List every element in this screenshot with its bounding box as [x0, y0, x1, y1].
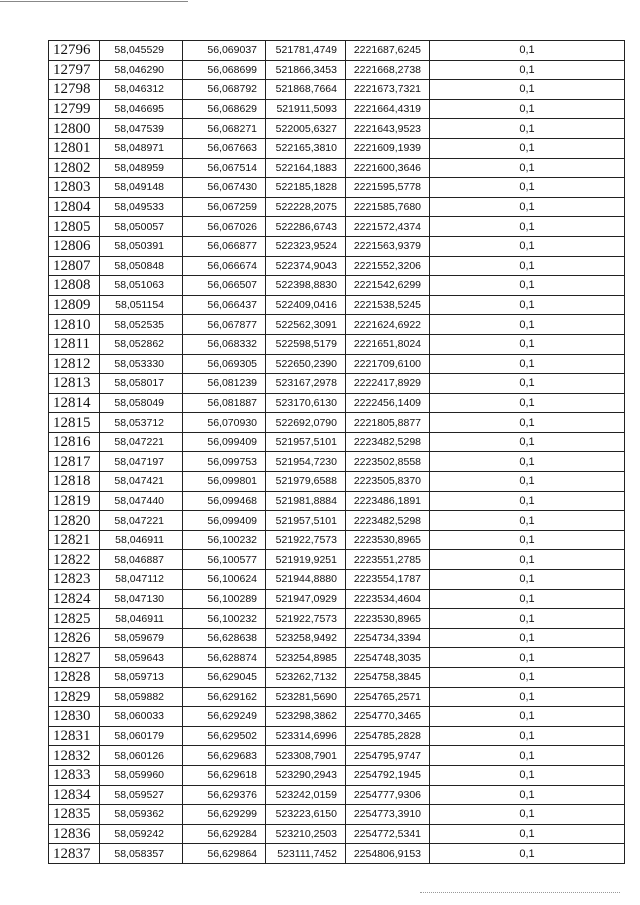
table-cell: 2223482,5298	[346, 432, 430, 452]
table-row	[49, 374, 625, 394]
table-cell: 0,1	[430, 41, 625, 61]
table-cell: 523167,2978	[266, 374, 346, 394]
table-cell: 56,068332	[183, 334, 266, 354]
table-cell: 521866,3453	[266, 60, 346, 80]
table-cell: 56,067430	[183, 178, 266, 198]
table-cell: 12808	[49, 276, 100, 296]
table-cell: 0,1	[430, 197, 625, 217]
table-cell: 58,047112	[100, 570, 183, 590]
table-cell: 12828	[49, 668, 100, 688]
table-cell: 12811	[49, 334, 100, 354]
table-cell: 56,629618	[183, 765, 266, 785]
table-cell: 56,069305	[183, 354, 266, 374]
table-cell: 2221687,6245	[346, 41, 430, 61]
table-cell: 523308,7901	[266, 746, 346, 766]
table-cell: 58,050848	[100, 256, 183, 276]
table-row	[49, 609, 625, 629]
table-cell: 0,1	[430, 315, 625, 335]
table-cell: 2221538,5245	[346, 295, 430, 315]
table-cell: 12797	[49, 60, 100, 80]
table-cell: 12804	[49, 197, 100, 217]
table-cell: 0,1	[430, 609, 625, 629]
table-row	[49, 60, 625, 80]
table-cell: 0,1	[430, 452, 625, 472]
table-cell: 523223,6150	[266, 805, 346, 825]
table-cell: 0,1	[430, 648, 625, 668]
table-row	[49, 80, 625, 100]
table-row	[49, 354, 625, 374]
table-row	[49, 334, 625, 354]
table-cell: 2221552,3206	[346, 256, 430, 276]
table-cell: 12802	[49, 158, 100, 178]
table-cell: 12805	[49, 217, 100, 237]
table-body	[49, 41, 625, 864]
top-rule	[0, 1, 188, 2]
table-cell: 2221563,9379	[346, 236, 430, 256]
table-cell: 0,1	[430, 236, 625, 256]
table-cell: 523170,6130	[266, 393, 346, 413]
table-cell: 0,1	[430, 687, 625, 707]
table-row	[49, 41, 625, 61]
table-cell: 2254734,3394	[346, 628, 430, 648]
table-cell: 58,059679	[100, 628, 183, 648]
table-row	[49, 138, 625, 158]
table-cell: 58,047440	[100, 491, 183, 511]
table-cell: 58,047421	[100, 472, 183, 492]
table-cell: 58,050391	[100, 236, 183, 256]
table-row	[49, 707, 625, 727]
table-cell: 2221651,8024	[346, 334, 430, 354]
table-cell: 0,1	[430, 530, 625, 550]
table-cell: 12798	[49, 80, 100, 100]
bottom-dotted-rule	[420, 892, 620, 893]
table-cell: 0,1	[430, 295, 625, 315]
table-cell: 12799	[49, 99, 100, 119]
table-cell: 58,046312	[100, 80, 183, 100]
table-cell: 56,066437	[183, 295, 266, 315]
table-cell: 12830	[49, 707, 100, 727]
table-cell: 58,050057	[100, 217, 183, 237]
table-cell: 56,629683	[183, 746, 266, 766]
table-cell: 56,081239	[183, 374, 266, 394]
table-cell: 0,1	[430, 276, 625, 296]
table-cell: 56,067663	[183, 138, 266, 158]
table-cell: 58,047221	[100, 511, 183, 531]
table-cell: 2254785,2828	[346, 726, 430, 746]
table-cell: 0,1	[430, 844, 625, 864]
table-row	[49, 824, 625, 844]
table-cell: 2221668,2738	[346, 60, 430, 80]
table-row	[49, 413, 625, 433]
table-cell: 2254795,9747	[346, 746, 430, 766]
table-cell: 58,045529	[100, 41, 183, 61]
table-cell: 58,059882	[100, 687, 183, 707]
table-cell: 523258,9492	[266, 628, 346, 648]
table-row	[49, 432, 625, 452]
table-cell: 58,060126	[100, 746, 183, 766]
table-cell: 0,1	[430, 178, 625, 198]
table-cell: 56,068699	[183, 60, 266, 80]
table-cell: 2223482,5298	[346, 511, 430, 531]
table-row	[49, 570, 625, 590]
table-cell: 523210,2503	[266, 824, 346, 844]
table-cell: 2221643,9523	[346, 119, 430, 139]
table-cell: 0,1	[430, 432, 625, 452]
table-cell: 58,058357	[100, 844, 183, 864]
table-cell: 12809	[49, 295, 100, 315]
table-cell: 522164,1883	[266, 158, 346, 178]
table-cell: 56,628874	[183, 648, 266, 668]
table-cell: 2221572,4374	[346, 217, 430, 237]
table-cell: 12835	[49, 805, 100, 825]
table-cell: 2254806,9153	[346, 844, 430, 864]
table-cell: 523298,3862	[266, 707, 346, 727]
table-row	[49, 452, 625, 472]
table-cell: 522598,5179	[266, 334, 346, 354]
table-cell: 523290,2943	[266, 765, 346, 785]
table-cell: 2222456,1409	[346, 393, 430, 413]
table-cell: 12827	[49, 648, 100, 668]
table-cell: 56,629299	[183, 805, 266, 825]
table-cell: 12823	[49, 570, 100, 590]
table-row	[49, 648, 625, 668]
table-row	[49, 393, 625, 413]
table-cell: 58,048959	[100, 158, 183, 178]
table-row	[49, 158, 625, 178]
table-cell: 12816	[49, 432, 100, 452]
table-cell: 58,046911	[100, 609, 183, 629]
table-cell: 521944,8880	[266, 570, 346, 590]
table-row	[49, 236, 625, 256]
table-cell: 56,100577	[183, 550, 266, 570]
table-cell: 0,1	[430, 472, 625, 492]
table-cell: 521957,5101	[266, 432, 346, 452]
table-cell: 58,046911	[100, 530, 183, 550]
table-cell: 0,1	[430, 334, 625, 354]
table-cell: 12825	[49, 609, 100, 629]
table-cell: 58,047539	[100, 119, 183, 139]
table-cell: 521922,7573	[266, 530, 346, 550]
table-cell: 58,046290	[100, 60, 183, 80]
table-cell: 12821	[49, 530, 100, 550]
table-row	[49, 217, 625, 237]
table-cell: 2221709,6100	[346, 354, 430, 374]
table-cell: 12800	[49, 119, 100, 139]
table-cell: 523242,0159	[266, 785, 346, 805]
table-cell: 522398,8830	[266, 276, 346, 296]
table-cell: 58,047221	[100, 432, 183, 452]
table-cell: 2254758,3845	[346, 668, 430, 688]
table-cell: 2221609,1939	[346, 138, 430, 158]
table-cell: 12836	[49, 824, 100, 844]
table-cell: 58,048971	[100, 138, 183, 158]
table-cell: 523254,8985	[266, 648, 346, 668]
table-cell: 2254748,3035	[346, 648, 430, 668]
coordinates-table	[48, 40, 625, 864]
table-cell: 12837	[49, 844, 100, 864]
table-cell: 56,629864	[183, 844, 266, 864]
table-cell: 521954,7230	[266, 452, 346, 472]
table-cell: 12810	[49, 315, 100, 335]
table-row	[49, 746, 625, 766]
table-cell: 56,070930	[183, 413, 266, 433]
table-cell: 2223505,8370	[346, 472, 430, 492]
table-row	[49, 178, 625, 198]
table-cell: 56,100624	[183, 570, 266, 590]
table-cell: 12817	[49, 452, 100, 472]
table-cell: 523314,6996	[266, 726, 346, 746]
table-cell: 0,1	[430, 746, 625, 766]
table-cell: 0,1	[430, 80, 625, 100]
table-cell: 58,058049	[100, 393, 183, 413]
table-cell: 12812	[49, 354, 100, 374]
table-cell: 12834	[49, 785, 100, 805]
table-cell: 58,059643	[100, 648, 183, 668]
table-cell: 56,629502	[183, 726, 266, 746]
table-cell: 12818	[49, 472, 100, 492]
table-row	[49, 472, 625, 492]
table-cell: 12831	[49, 726, 100, 746]
table-cell: 521981,8884	[266, 491, 346, 511]
table-cell: 0,1	[430, 491, 625, 511]
table-row	[49, 276, 625, 296]
table-cell: 12822	[49, 550, 100, 570]
table-cell: 58,049533	[100, 197, 183, 217]
table-cell: 0,1	[430, 158, 625, 178]
table-cell: 58,053712	[100, 413, 183, 433]
table-cell: 56,099409	[183, 432, 266, 452]
table-cell: 0,1	[430, 138, 625, 158]
table-cell: 0,1	[430, 570, 625, 590]
table-cell: 2222417,8929	[346, 374, 430, 394]
table-cell: 521868,7664	[266, 80, 346, 100]
table-cell: 56,629376	[183, 785, 266, 805]
table-cell: 12815	[49, 413, 100, 433]
table-cell: 12826	[49, 628, 100, 648]
table-cell: 2221542,6299	[346, 276, 430, 296]
table-cell: 56,081887	[183, 393, 266, 413]
table-cell: 58,051154	[100, 295, 183, 315]
table-cell: 56,067259	[183, 197, 266, 217]
table-cell: 12796	[49, 41, 100, 61]
table-cell: 2254770,3465	[346, 707, 430, 727]
table-cell: 2221595,5778	[346, 178, 430, 198]
table-cell: 2254792,1945	[346, 765, 430, 785]
table-row	[49, 726, 625, 746]
table-cell: 58,058017	[100, 374, 183, 394]
table-cell: 2223486,1891	[346, 491, 430, 511]
table-row	[49, 197, 625, 217]
table-cell: 56,629045	[183, 668, 266, 688]
table-cell: 2221624,6922	[346, 315, 430, 335]
table-cell: 2254773,3910	[346, 805, 430, 825]
table-row	[49, 511, 625, 531]
table-cell: 56,099468	[183, 491, 266, 511]
table-cell: 522692,0790	[266, 413, 346, 433]
table-cell: 58,052862	[100, 334, 183, 354]
table-cell: 56,068271	[183, 119, 266, 139]
table-cell: 12829	[49, 687, 100, 707]
table-cell: 2221600,3646	[346, 158, 430, 178]
table-cell: 523111,7452	[266, 844, 346, 864]
table-cell: 2221585,7680	[346, 197, 430, 217]
table-cell: 0,1	[430, 805, 625, 825]
table-cell: 12807	[49, 256, 100, 276]
table-cell: 58,059527	[100, 785, 183, 805]
table-cell: 0,1	[430, 393, 625, 413]
table-cell: 522374,9043	[266, 256, 346, 276]
table-cell: 12820	[49, 511, 100, 531]
table-cell: 58,060179	[100, 726, 183, 746]
table-cell: 58,059713	[100, 668, 183, 688]
table-cell: 12813	[49, 374, 100, 394]
table-cell: 56,100232	[183, 609, 266, 629]
table-cell: 56,067877	[183, 315, 266, 335]
table-cell: 522562,3091	[266, 315, 346, 335]
table-cell: 2221673,7321	[346, 80, 430, 100]
table-cell: 522650,2390	[266, 354, 346, 374]
table-cell: 0,1	[430, 374, 625, 394]
table-cell: 58,049148	[100, 178, 183, 198]
table-cell: 2254772,5341	[346, 824, 430, 844]
table-row	[49, 628, 625, 648]
table-cell: 0,1	[430, 668, 625, 688]
table-row	[49, 119, 625, 139]
table-cell: 2223530,8965	[346, 609, 430, 629]
table-cell: 0,1	[430, 589, 625, 609]
table-cell: 0,1	[430, 511, 625, 531]
table-cell: 522185,1828	[266, 178, 346, 198]
table-cell: 2254765,2571	[346, 687, 430, 707]
table-cell: 12801	[49, 138, 100, 158]
table-cell: 0,1	[430, 707, 625, 727]
table-row	[49, 844, 625, 864]
table-cell: 522286,6743	[266, 217, 346, 237]
table-cell: 58,047197	[100, 452, 183, 472]
table-cell: 12819	[49, 491, 100, 511]
table-cell: 56,066674	[183, 256, 266, 276]
table-cell: 0,1	[430, 824, 625, 844]
table-cell: 58,051063	[100, 276, 183, 296]
table-cell: 0,1	[430, 726, 625, 746]
table-cell: 521919,9251	[266, 550, 346, 570]
table-row	[49, 668, 625, 688]
table-cell: 0,1	[430, 785, 625, 805]
table-cell: 521957,5101	[266, 511, 346, 531]
table-cell: 58,053330	[100, 354, 183, 374]
table-cell: 12806	[49, 236, 100, 256]
table-cell: 0,1	[430, 354, 625, 374]
table-cell: 58,060033	[100, 707, 183, 727]
table-cell: 58,059362	[100, 805, 183, 825]
table-cell: 12833	[49, 765, 100, 785]
table-cell: 521979,6588	[266, 472, 346, 492]
table-cell: 56,629284	[183, 824, 266, 844]
table-cell: 58,059960	[100, 765, 183, 785]
table-row	[49, 530, 625, 550]
table-cell: 58,046695	[100, 99, 183, 119]
table-cell: 12803	[49, 178, 100, 198]
table-cell: 522005,6327	[266, 119, 346, 139]
table-cell: 0,1	[430, 413, 625, 433]
table-row	[49, 805, 625, 825]
table-cell: 56,067026	[183, 217, 266, 237]
table-cell: 2221805,8877	[346, 413, 430, 433]
table-cell: 2221664,4319	[346, 99, 430, 119]
table-cell: 521781,4749	[266, 41, 346, 61]
table-row	[49, 765, 625, 785]
table-cell: 0,1	[430, 628, 625, 648]
table-cell: 2223502,8558	[346, 452, 430, 472]
table-cell: 523262,7132	[266, 668, 346, 688]
table-row	[49, 491, 625, 511]
table-cell: 12814	[49, 393, 100, 413]
table-row	[49, 99, 625, 119]
table-cell: 0,1	[430, 119, 625, 139]
table-cell: 56,066507	[183, 276, 266, 296]
table-cell: 56,099753	[183, 452, 266, 472]
table-cell: 56,068792	[183, 80, 266, 100]
table-cell: 58,047130	[100, 589, 183, 609]
table-cell: 0,1	[430, 550, 625, 570]
table-cell: 56,100289	[183, 589, 266, 609]
table-cell: 0,1	[430, 99, 625, 119]
table-cell: 0,1	[430, 765, 625, 785]
table-row	[49, 315, 625, 335]
table-cell: 56,629249	[183, 707, 266, 727]
table-cell: 56,629162	[183, 687, 266, 707]
table-cell: 522323,9524	[266, 236, 346, 256]
table-cell: 0,1	[430, 256, 625, 276]
table-cell: 0,1	[430, 60, 625, 80]
table-cell: 521922,7573	[266, 609, 346, 629]
table-cell: 58,052535	[100, 315, 183, 335]
table-cell: 56,067514	[183, 158, 266, 178]
table-cell: 58,046887	[100, 550, 183, 570]
table-cell: 522228,2075	[266, 197, 346, 217]
table-cell: 12824	[49, 589, 100, 609]
table-cell: 12832	[49, 746, 100, 766]
table-cell: 2223551,2785	[346, 550, 430, 570]
table-cell: 2223534,4604	[346, 589, 430, 609]
table-cell: 56,099801	[183, 472, 266, 492]
table-cell: 56,068629	[183, 99, 266, 119]
table-cell: 2254777,9306	[346, 785, 430, 805]
table-cell: 521911,5093	[266, 99, 346, 119]
table-row	[49, 687, 625, 707]
table-cell: 56,099409	[183, 511, 266, 531]
table-cell: 56,100232	[183, 530, 266, 550]
table-cell: 58,059242	[100, 824, 183, 844]
table-row	[49, 256, 625, 276]
table-cell: 2223530,8965	[346, 530, 430, 550]
table-cell: 56,066877	[183, 236, 266, 256]
table-row	[49, 550, 625, 570]
table-cell: 521947,0929	[266, 589, 346, 609]
table-cell: 522165,3810	[266, 138, 346, 158]
table-cell: 2223554,1787	[346, 570, 430, 590]
table-cell: 523281,5690	[266, 687, 346, 707]
table-cell: 56,628638	[183, 628, 266, 648]
table-row	[49, 589, 625, 609]
table-cell: 0,1	[430, 217, 625, 237]
table-cell: 522409,0416	[266, 295, 346, 315]
table-row	[49, 295, 625, 315]
table-cell: 56,069037	[183, 41, 266, 61]
table-row	[49, 785, 625, 805]
